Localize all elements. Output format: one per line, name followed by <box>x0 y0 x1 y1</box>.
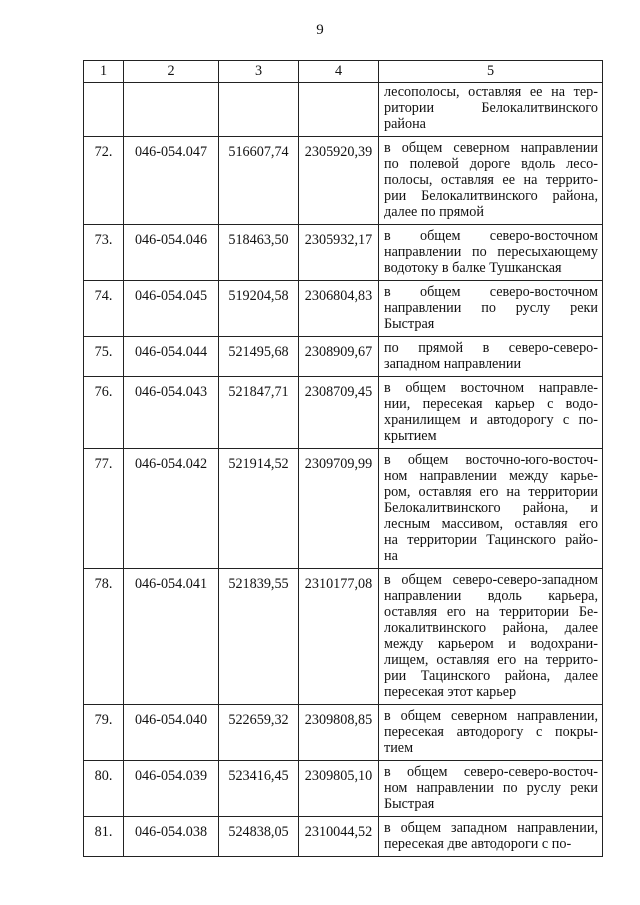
point-number-cell: 79. <box>84 705 124 761</box>
y-coordinate-cell: 2309709,99 <box>299 449 379 569</box>
y-coordinate-cell: 2309808,85 <box>299 705 379 761</box>
point-number-cell: 77. <box>84 449 124 569</box>
description-line: оставляя его на территории Бе- <box>384 604 598 620</box>
description-cell <box>379 377 603 449</box>
point-number-cell: 74. <box>84 281 124 337</box>
point-code-cell: 046-054.045 <box>124 281 219 337</box>
description-line: пересекая автодорогу с покры- <box>384 724 598 740</box>
description-line: в общем северном направлении, <box>384 708 598 724</box>
table-row <box>84 337 603 377</box>
x-coordinate-cell: 521839,55 <box>219 569 299 705</box>
description-line: в общем восточно-юго-восточ- <box>384 452 598 468</box>
table-row <box>84 281 603 337</box>
description-cell <box>379 449 603 569</box>
x-coordinate-cell: 523416,45 <box>219 761 299 817</box>
description-line: водотоку в балке Тушканская <box>384 260 562 276</box>
point-number-cell: 81. <box>84 817 124 857</box>
description-cell <box>379 705 603 761</box>
point-code-cell: 046-054.046 <box>124 225 219 281</box>
header-col-5: 5 <box>379 61 603 83</box>
point-number-cell: 72. <box>84 137 124 225</box>
description-line: Быстрая <box>384 316 435 332</box>
description-line: в общем северо-восточном <box>384 284 598 300</box>
x-coordinate-cell: 524838,05 <box>219 817 299 857</box>
header-col-4: 4 <box>299 61 379 83</box>
y-coordinate-cell: 2306804,83 <box>299 281 379 337</box>
description-line: лесополосы, оставляя ее на тер- <box>384 84 598 100</box>
description-line: крытием <box>384 428 437 444</box>
y-coordinate-cell: 2308909,67 <box>299 337 379 377</box>
description-cell <box>379 137 603 225</box>
description-line: по прямой в северо-северо- <box>384 340 598 356</box>
point-code-cell: 046-054.047 <box>124 137 219 225</box>
point-number-cell <box>84 83 124 137</box>
description-line: ном направлении между карье- <box>384 468 598 484</box>
description-line: в общем северном направлении <box>384 140 598 156</box>
x-coordinate-cell: 519204,58 <box>219 281 299 337</box>
x-coordinate-cell: 521914,52 <box>219 449 299 569</box>
point-code-cell: 046-054.039 <box>124 761 219 817</box>
description-line: в общем восточном направле- <box>384 380 598 396</box>
description-line: в общем северо-северо-западном <box>384 572 598 588</box>
description-line: ритории Белокалитвинского <box>384 100 598 116</box>
description-line: пересекая две автодороги с по- <box>384 836 572 852</box>
description-line: направлении по пересыхающему <box>384 244 598 260</box>
description-line: Быстрая <box>384 796 435 812</box>
point-number-cell: 75. <box>84 337 124 377</box>
description-line: в общем северо-северо-восточ- <box>384 764 598 780</box>
boundary-points-table <box>83 60 603 857</box>
description-line: лищем, оставляя его на террито- <box>384 652 598 668</box>
point-code-cell: 046-054.042 <box>124 449 219 569</box>
description-line: на <box>384 548 398 564</box>
y-coordinate-cell: 2308709,45 <box>299 377 379 449</box>
description-cell <box>379 761 603 817</box>
description-line: далее по прямой <box>384 204 484 220</box>
description-line: западном направлении <box>384 356 522 372</box>
point-number-cell: 73. <box>84 225 124 281</box>
description-line: нии, пересекая карьер с водо- <box>384 396 598 412</box>
point-code-cell: 046-054.038 <box>124 817 219 857</box>
table-row <box>84 83 603 137</box>
header-col-2: 2 <box>124 61 219 83</box>
description-line: направлении по руслу реки <box>384 300 598 316</box>
point-number-cell: 80. <box>84 761 124 817</box>
description-cell <box>379 281 603 337</box>
description-line: хранилищем и автодорогу с по- <box>384 412 598 428</box>
y-coordinate-cell: 2305920,39 <box>299 137 379 225</box>
table-row <box>84 705 603 761</box>
x-coordinate-cell: 521847,71 <box>219 377 299 449</box>
header-col-3: 3 <box>219 61 299 83</box>
description-line: рии Тацинского района, далее <box>384 668 598 684</box>
x-coordinate-cell: 516607,74 <box>219 137 299 225</box>
table-row <box>84 137 603 225</box>
y-coordinate-cell: 2309805,10 <box>299 761 379 817</box>
table-row <box>84 817 603 857</box>
point-code-cell: 046-054.040 <box>124 705 219 761</box>
description-line: полосы, оставляя ее на террито- <box>384 172 598 188</box>
table-row <box>84 449 603 569</box>
table-row <box>84 377 603 449</box>
description-line: ном направлении по руслу реки <box>384 780 598 796</box>
description-line: в общем западном направлении, <box>384 820 598 836</box>
description-line: тием <box>384 740 414 756</box>
description-line: района <box>384 116 426 132</box>
point-number-cell: 76. <box>84 377 124 449</box>
point-code-cell: 046-054.041 <box>124 569 219 705</box>
description-line: направлении вдоль карьера, <box>384 588 598 604</box>
y-coordinate-cell <box>299 83 379 137</box>
x-coordinate-cell <box>219 83 299 137</box>
header-col-1: 1 <box>84 61 124 83</box>
x-coordinate-cell: 522659,32 <box>219 705 299 761</box>
description-line: на территории Тацинского райо- <box>384 532 598 548</box>
x-coordinate-cell: 521495,68 <box>219 337 299 377</box>
description-line: рии Белокалитвинского района, <box>384 188 598 204</box>
point-number-cell: 78. <box>84 569 124 705</box>
description-line: по полевой дороге вдоль лесо- <box>384 156 598 172</box>
description-cell <box>379 225 603 281</box>
page-number: 9 <box>316 22 324 38</box>
y-coordinate-cell: 2310044,52 <box>299 817 379 857</box>
table-row <box>84 225 603 281</box>
description-cell <box>379 569 603 705</box>
description-cell <box>379 817 603 857</box>
table-header-row <box>84 61 603 83</box>
x-coordinate-cell: 518463,50 <box>219 225 299 281</box>
description-line: Белокалитвинского района, и <box>384 500 598 516</box>
description-line: пересекая этот карьер <box>384 684 517 700</box>
point-code-cell <box>124 83 219 137</box>
description-cell <box>379 83 603 137</box>
description-line: ром, оставляя его на территории <box>384 484 598 500</box>
point-code-cell: 046-054.044 <box>124 337 219 377</box>
table-row <box>84 761 603 817</box>
y-coordinate-cell: 2310177,08 <box>299 569 379 705</box>
point-code-cell: 046-054.043 <box>124 377 219 449</box>
description-line: между карьером и водохрани- <box>384 636 598 652</box>
description-line: локалитвинского района, далее <box>384 620 598 636</box>
description-line: в общем северо-восточном <box>384 228 598 244</box>
y-coordinate-cell: 2305932,17 <box>299 225 379 281</box>
table-body <box>84 83 603 857</box>
table-row <box>84 569 603 705</box>
description-line: лесным массивом, оставляя его <box>384 516 598 532</box>
description-cell <box>379 337 603 377</box>
